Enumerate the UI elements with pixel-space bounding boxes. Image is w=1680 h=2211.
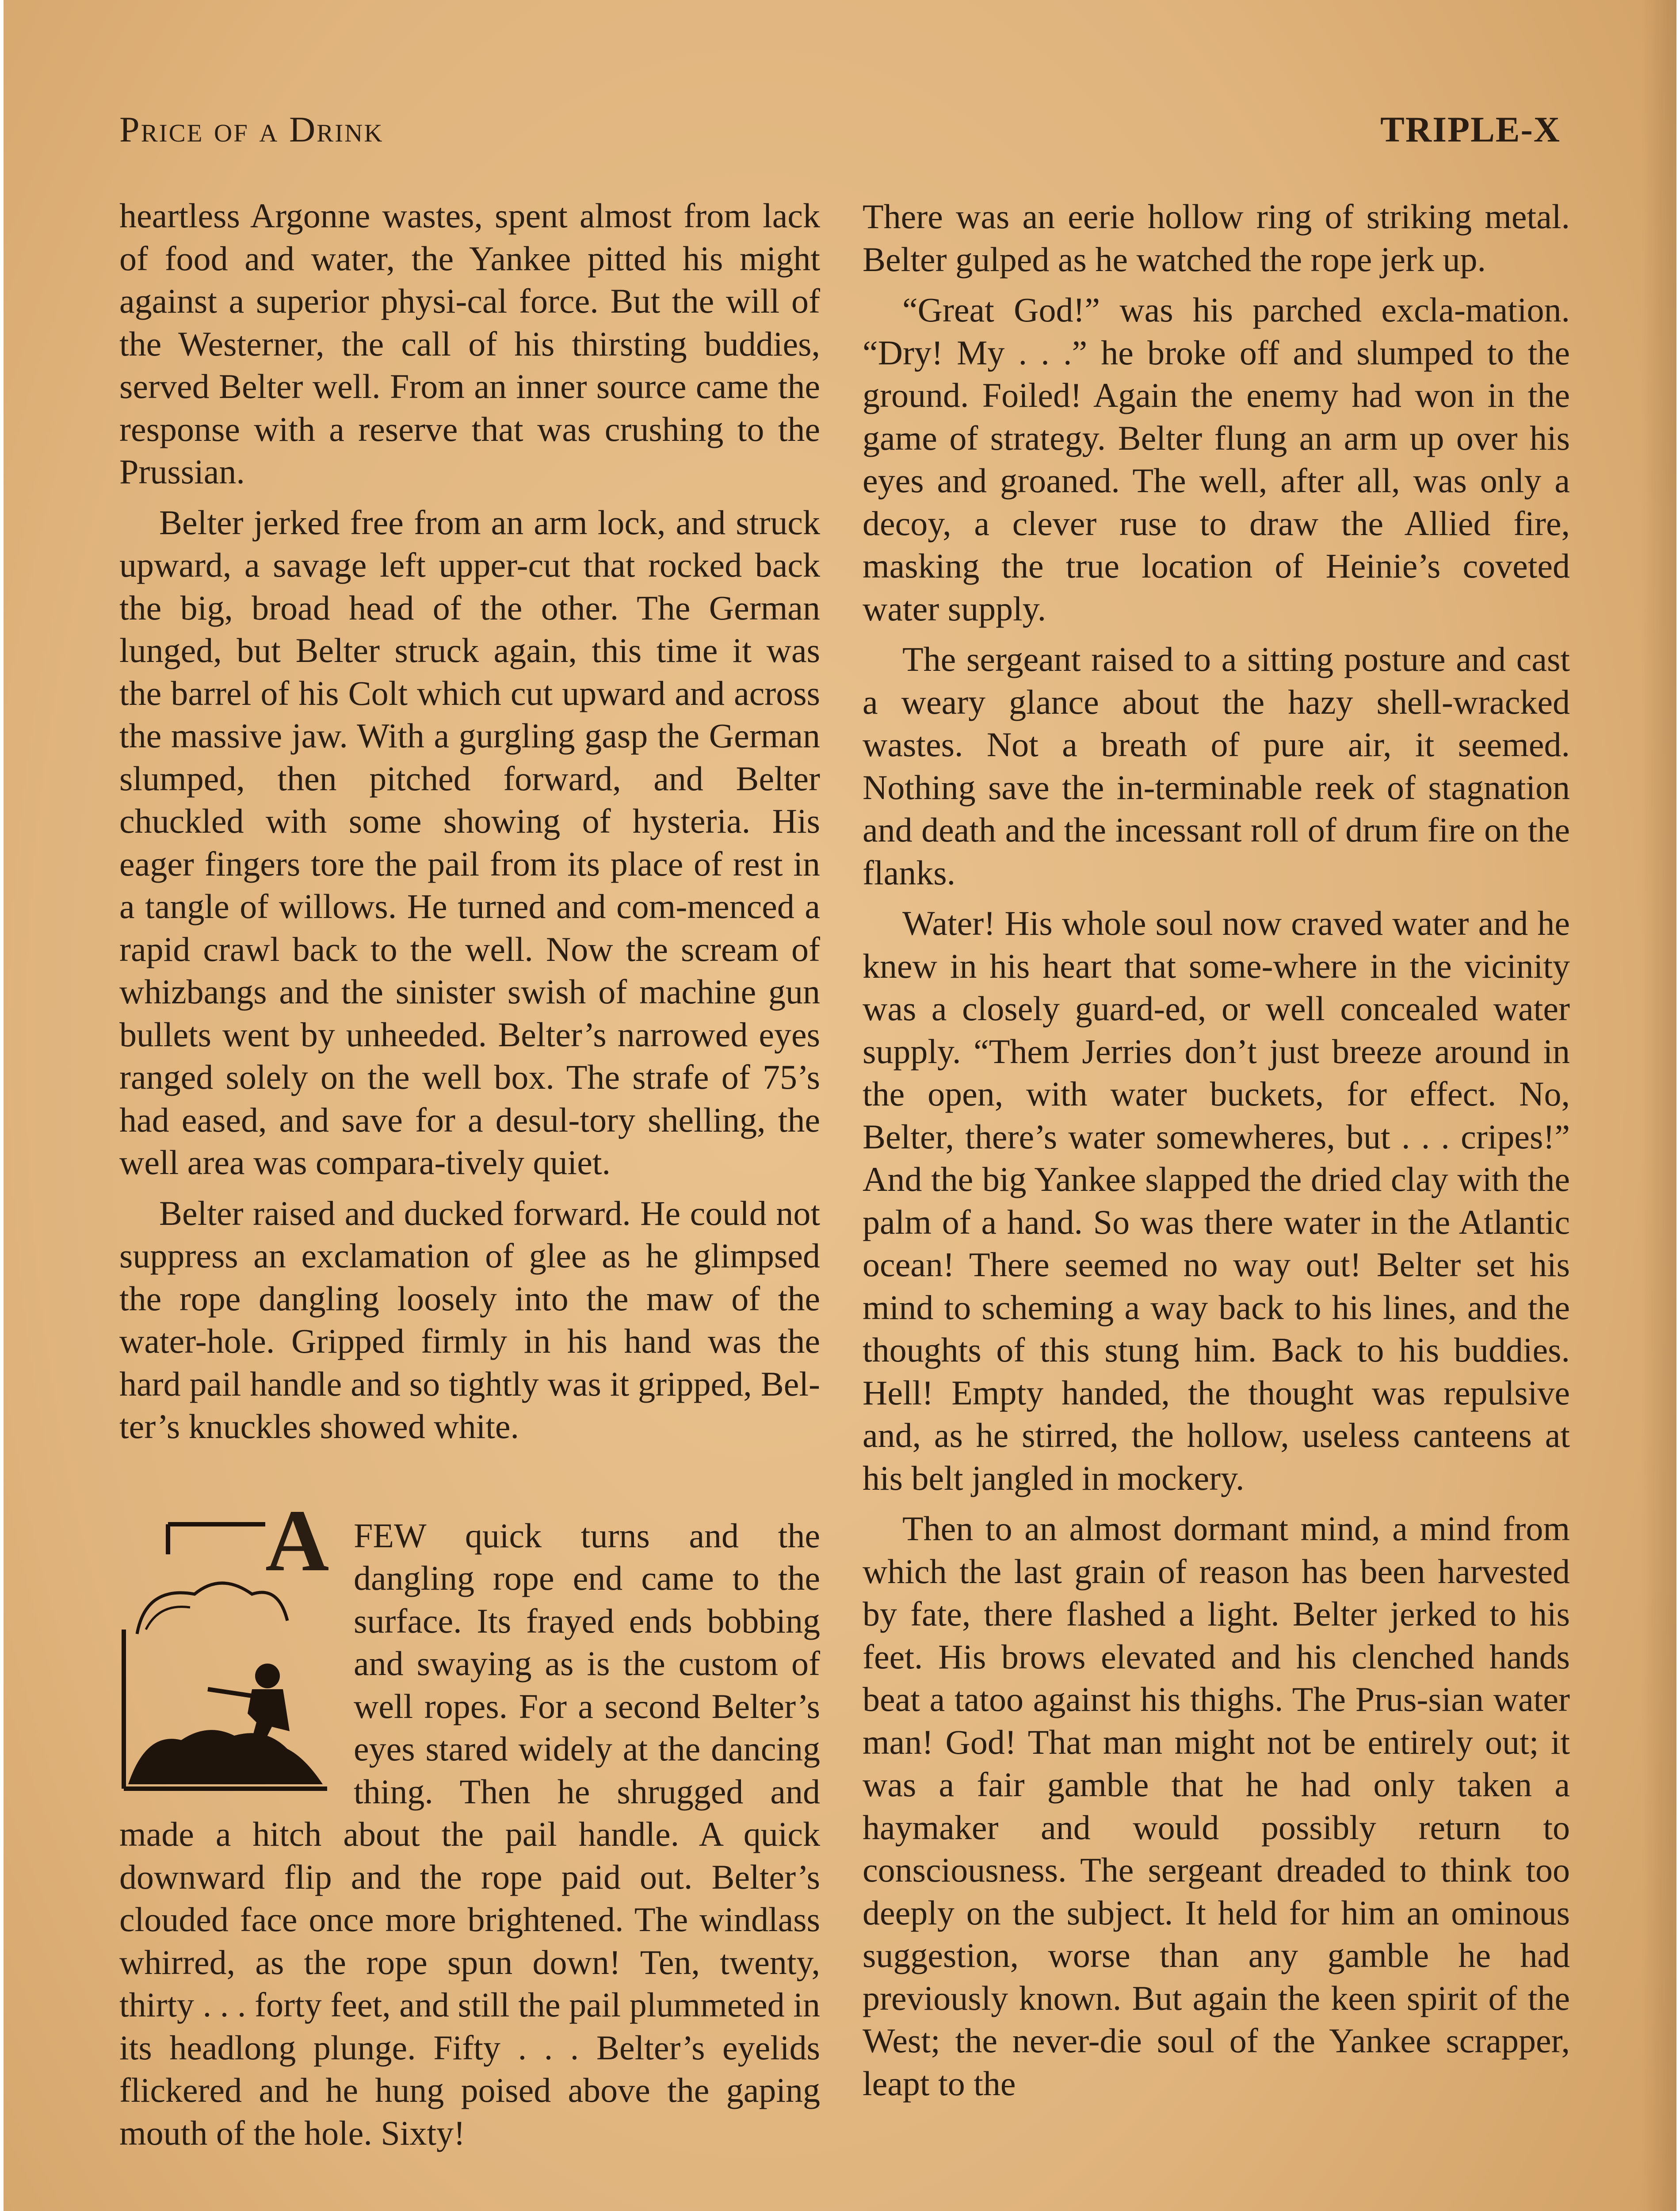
paragraph: There was an eerie hollow ring of striking metal. Belter gulped as he watched the rope jerk up.	[863, 197, 1570, 279]
paper-edge-shading	[1641, 0, 1676, 2211]
drop-cap: A	[265, 1492, 329, 1590]
paragraph: Water! His whole soul now craved water and he knew in his heart that some-where in the vicinity was a closely guard-ed, or well concealed water supply. “Them Jerries don’t just breeze around in the open, with water buckets, for effect. No, Belter, there’s water somewheres, but . . . cripes!” And the big Yankee slapped the dried clay with the palm of a hand. So was there water in the Atlantic ocean! There seemed no way out! Belter set his mind to scheming a way back to his lines, and the thoughts of this stung him. Back to his buddies. Hell! Empty handed, the thought was repulsive and, as he stirred, the hollow, useless canteens at his belt jangled in mockery.	[863, 904, 1570, 1497]
left-column	[119, 195, 820, 2154]
section-opening	[119, 1492, 820, 2155]
paragraph: FEW quick turns and the dangling rope end came to the surface. Its frayed ends bobbing and swaying as is the custom of well ropes. For a second Belter’s eyes stared widely at the dancing thing. Then he shrugged and made a hitch about the pail handle. A quick downward flip and the rope paid out. Belter’s clouded face once more brightened. The windlass whirred, as the rope spun down! Ten, twenty, thirty . . . forty feet, and still the pail plummeted in its headlong plunge. Fifty . . . Belter’s eyelids flickered and he hung poised above the gaping mouth of the hole. Sixty!	[119, 1516, 820, 2152]
running-title: Price of a Drink	[119, 109, 384, 149]
paragraph: “Great God!” was his parched excla-mation. “Dry! My . . .” he broke off and slumped to the ground. Foiled! Again the enemy had won in the game of strategy. Belter flung an arm up over his eyes and groaned. The well, after all, was only a decoy, a clever ruse to draw the Allied fire, masking the true location of Heinie’s coveted water supply.	[863, 291, 1570, 628]
paragraph: The sergeant raised to a sitting posture and cast a weary glance about the hazy shell-wracked wastes. Not a breath of pure air, it seemed. Nothing save the in-terminable reek of stagnation and death and the incessant roll of drum fire on the flanks.	[863, 640, 1570, 892]
right-column	[863, 195, 1570, 2105]
paragraph: Belter raised and ducked forward. He could not suppress an exclamation of glee as he glimpsed the rope dangling loosely into the maw of the water-hole. Gripped firmly in his hand was the hard pail handle and so tightly was it gripped, Bel-ter’s knuckles showed white.	[119, 1193, 820, 1446]
paragraph: Belter jerked free from an arm lock, and struck upward, a savage left upper-cut that rocked back the big, broad head of the other. The German lunged, but Belter struck again, this time it was the barrel of his Colt which cut upward and across the massive jaw. With a gurgling gasp the German slumped, then pitched forward, and Belter chuckled with some showing of hysteria. His eager fingers tore the pail from its place of rest in a tangle of willows. He turned and com-menced a rapid crawl back to the well. Now the scream of whizbangs and the sinister swish of machine gun bullets went by unheeded. Belter’s narrowed eyes ranged solely on the well box. The strafe of 75’s had eased, and save for a desul-tory shelling, the well area was compara-tively quiet.	[119, 503, 820, 1182]
paragraph: heartless Argonne wastes, spent almost from lack of food and water, the Yankee pitted his might against a superior physi-cal force. But the will of the Westerner, the call of his thirsting buddies, served Belter well. From an inner source came the response with a reserve that was crushing to the Prussian.	[119, 196, 820, 491]
magazine-page	[4, 0, 1676, 2211]
paragraph: Then to an almost dormant mind, a mind from which the last grain of reason has been harvested by fate, there flashed a light. Belter jerked to his feet. His brows elevated and his clenched hands beat a tatoo against his thighs. The Prus-sian water man! God! That man might not be entirely out; it was a fair gamble that he had only taken a haymaker and would possibly return to consciousness. The sergeant dreaded to think too deeply on the subject. It held for him an ominous suggestion, worse than any gamble he had previously known. But again the keen spirit of the West; the never-die soul of the Yankee scrapper, leapt to the	[863, 1509, 1570, 2103]
magazine-title: TRIPLE-X	[1380, 109, 1561, 149]
